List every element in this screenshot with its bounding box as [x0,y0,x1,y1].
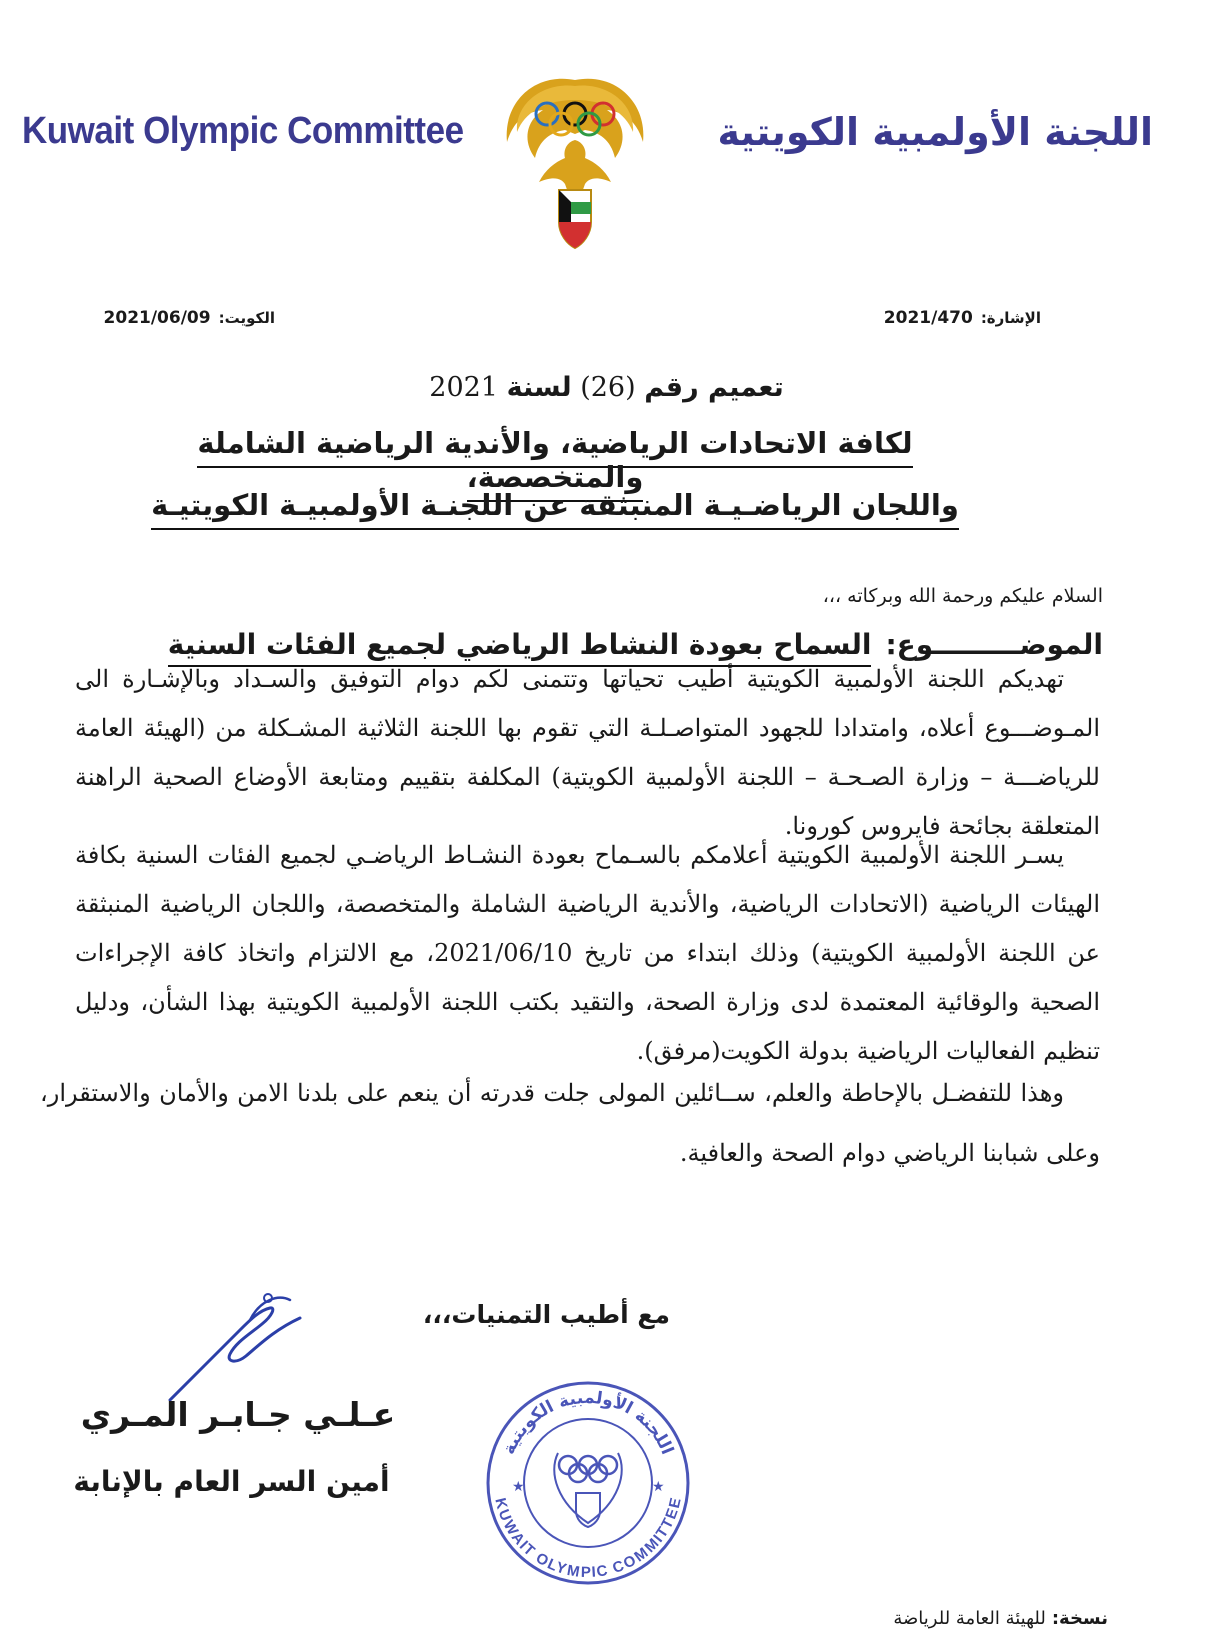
date-value: 2021/06/09 [103,308,211,328]
body-paragraph-3: وهذا للتفضـل بالإحاطة والعلم، ســائلين المولى جلت قدرته أن ينعم على بلدنا الامن والأمان والاستقرار، وعلى شبابنا الرياضي دوام الصحة والعافية. [40,1079,1100,1167]
copy-to [893,1608,1108,1629]
subject-label: الموضـــــــــوع: [885,628,1103,661]
copy-label: نسخة: [1051,1608,1108,1629]
body-paragraph-1: تهديكم اللجنة الأولمبية الكويتية أطيب تحياتها وتتمنى لكم دوام التوفيق والسـداد وبالإشـارة الى المـوضـــوع أعلاه، وامتدادا للجهود المتواصـلـة التي تقوم بها اللجنة الثلاثية المشـكلة من (الهيئة العامة للرياضـــة – وزارة الصـحـة – اللجنة الأولمبية الكويتية) المكلفة بتقييم ومتابعة الأوضاع الصحية الراهنة المتعلقة بجائحة فايروس كورونا. [75,665,1100,840]
org-name-english: Kuwait Olympic Committee [22,110,464,152]
signer-name: عـلـي جـابـر المـري [80,1395,396,1434]
date-label: الكويت: [218,309,275,327]
document-date [104,308,275,328]
reference-label: الإشارة: [980,309,1041,327]
org-name-arabic: اللجنة الأولمبية الكويتية [717,110,1153,154]
greeting: السلام عليكم ورحمة الله وبركاته ،،، [822,585,1103,607]
reference-number [884,308,1041,328]
signer-title: أمين السر العام بالإنابة [73,1465,390,1498]
svg-text:KUWAIT OLYMPIC COMMITTEE: KUWAIT OLYMPIC COMMITTEE [491,1496,685,1582]
circular-prefix: تعميم رقم [644,372,784,403]
circular-title [0,372,1213,403]
svg-text:اللجنة الأولمبية الكويتية: اللجنة الأولمبية الكويتية [498,1387,678,1458]
addressees-line-1: لكافة الاتحادات الرياضية، والأندية الرياضية الشاملة والمتخصصة، [150,426,960,494]
copy-recipient: للهيئة العامة للرياضة [893,1608,1046,1629]
official-stamp [478,1373,698,1593]
closing-salutation: مع أطيب التمنيات،،، [422,1300,670,1329]
svg-text:★: ★ [512,1479,525,1495]
reference-value: 2021/470 [883,308,973,328]
body-paragraph-2: يسـر اللجنة الأولمبية الكويتية أعلامكم بالسـماح بعودة النشـاط الرياضـي لجميع الفئات السنية بكافة الهيئات الرياضية (الاتحادات الرياضية، والأندية الرياضية الشاملة والمتخصصة، واللجان الرياضية المنبثقة عن اللجنة الأولمبية الكويتية) وذلك ابتداء من تاريخ 2021/06/10، مع الالتزام واتخاذ كافة الإجراءات الصحية والوقائية المعتمدة لدى وزارة الصحة، والتقيد بكتب اللجنة الأولمبية الكويتية بهذا الشأن، ودليل تنظيم الفعاليات الرياضية بدولة الكويت(مرفق). [75,841,1101,1065]
circular-number: (26) [580,372,636,403]
subject-text: السماح بعودة النشاط الرياضي لجميع الفئات السنية [168,628,872,667]
circular-year-word: لسنة [506,372,572,403]
addressees-line-2: واللجان الرياضـيـة المنبثقة عن اللجنـة الأولمبيـة الكويتيـة [150,488,960,522]
kuwait-olympic-emblem-icon [495,62,655,252]
handwritten-signature [150,1290,320,1410]
circular-year: 2021 [429,372,498,403]
svg-text:★: ★ [652,1479,665,1495]
